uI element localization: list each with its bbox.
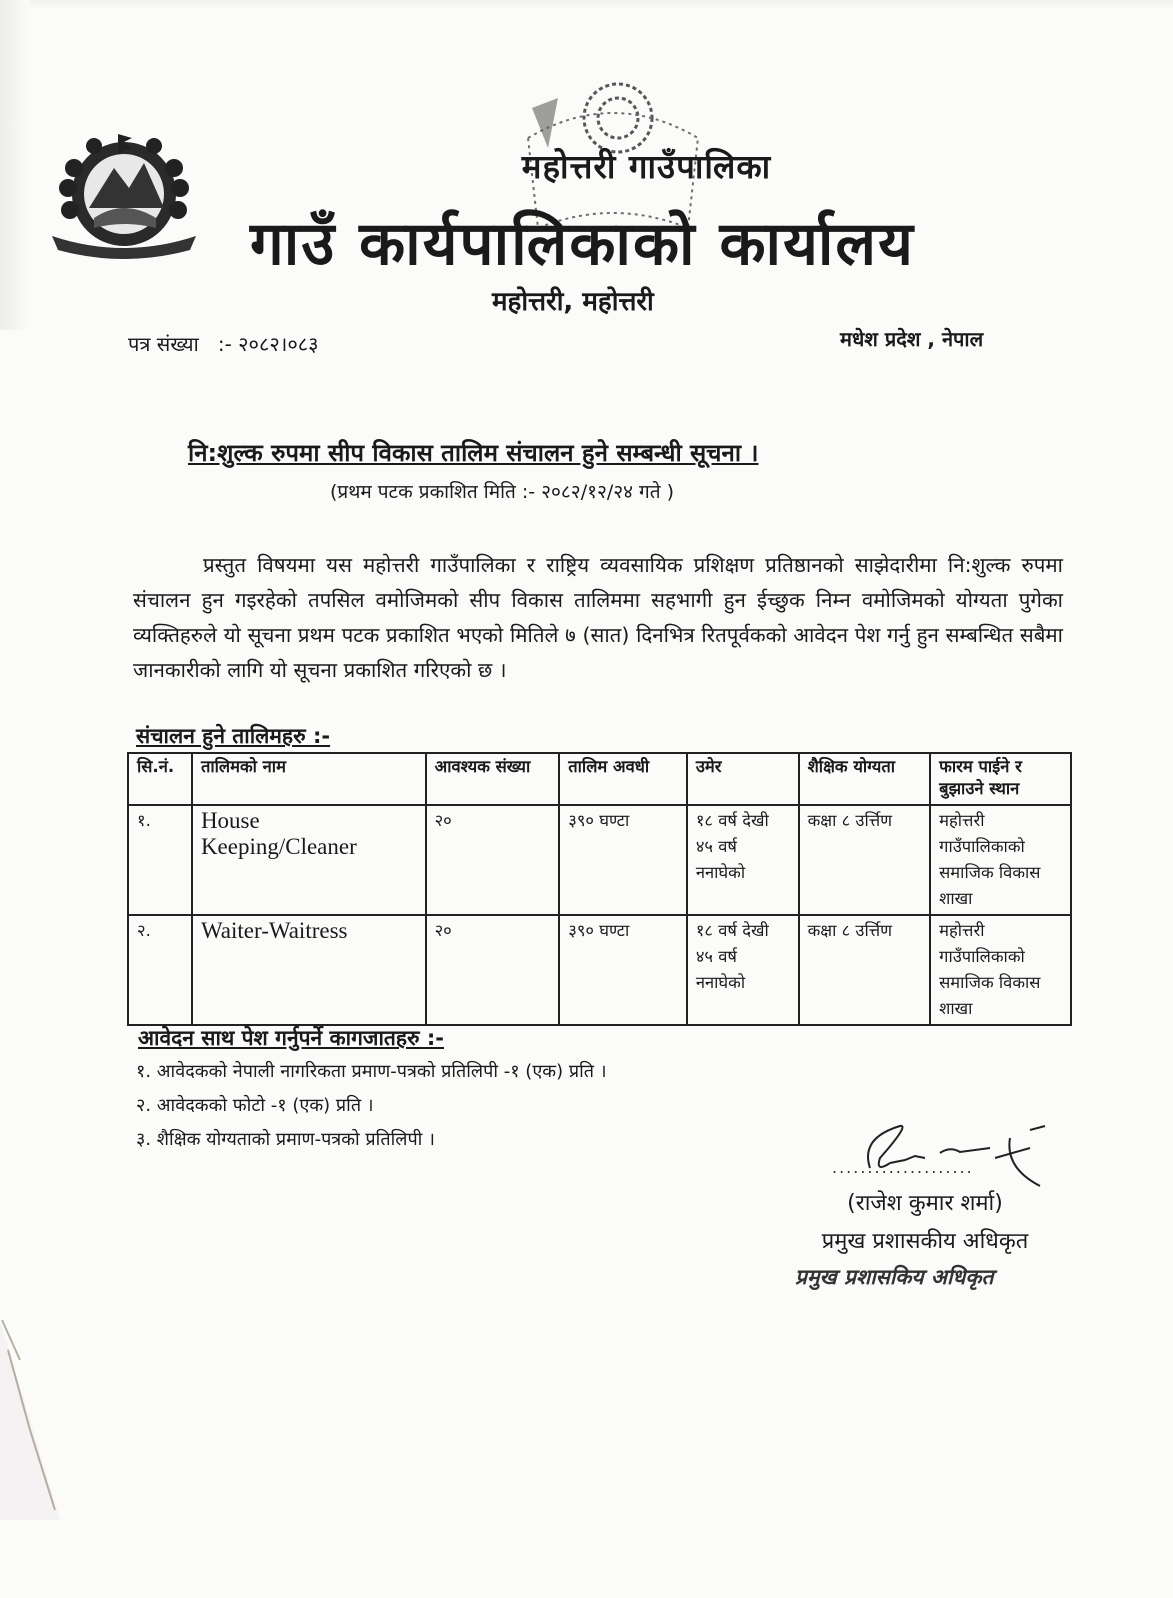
table-header-row	[128, 753, 1071, 805]
signatory-name: (राजेश कुमार शर्मा)	[847, 1191, 1003, 1216]
cell-duration: ३९० घण्टा	[559, 805, 687, 915]
signature-line: ....................	[832, 1158, 974, 1177]
column-header: सि.नं.	[128, 753, 192, 805]
cell-required-count: २०	[426, 805, 560, 915]
cell-qualification: कक्षा ८ उर्त्तिण	[799, 805, 931, 915]
reference-value: :- २०८२।०८३	[217, 332, 319, 356]
documents-list	[136, 1055, 607, 1157]
paper-smudge	[0, 1320, 70, 1520]
documents-heading: आवेदन साथ पेश गर्नुपर्ने कागजातहरु :-	[138, 1026, 445, 1050]
municipality-name: महोत्तरी गाउँपालिका	[521, 147, 772, 186]
designation-seal: प्रमुख प्रशासकिय अधिकृत	[795, 1265, 994, 1289]
cell-serial: १.	[128, 805, 192, 915]
cell-age: १८ वर्ष देखी ४५ वर्ष ननाघेको	[687, 805, 799, 915]
column-header: शैक्षिक योग्यता	[799, 753, 931, 805]
notice-body: प्रस्तुत विषयमा यस महोत्तरी गाउँपालिका र राष्ट्रिय व्यवसायिक प्रशिक्षण प्रतिष्ठानको साझेदारीमा नि:शुल्क रुपमा संचालन हुन गइरहेको तपसिल वमोजिमको सीप विकास तालिममा सहभागी हुन ईच्छुक निम्न वमोजिमको योग्यता पुगेका व्यक्तिहरुले यो सूचना प्रथम पटक प्रकाशित भएको मितिले ७ (सात) दिनभित्र रितपूर्वकको आवेदन पेश गर्नु हुन सम्बन्धित सबैमा जानकारीको लागि यो सूचना प्रकाशित गरिएको छ ।	[133, 553, 1063, 682]
column-header: उमेर	[687, 753, 799, 805]
column-header: आवश्यक संख्या	[426, 753, 560, 805]
paper-edge	[0, 0, 1173, 10]
cell-training-name: House Keeping/Cleaner	[192, 805, 426, 915]
signatory-block	[780, 1185, 1070, 1261]
list-item: १. आवेदकको नेपाली नागरिकता प्रमाण-पत्रको प्रतिलिपी -१ (एक) प्रति ।	[136, 1061, 607, 1082]
trainings-heading: संचालन हुने तालिमहरु :-	[136, 724, 331, 748]
table-row	[128, 805, 1071, 915]
cell-location: महोत्तरी गाउँपालिकाको समाजिक विकास शाखा	[930, 805, 1071, 915]
cell-serial: २.	[128, 915, 192, 1025]
reference-number	[128, 330, 319, 357]
office-location: महोत्तरी, महोत्तरी	[492, 287, 654, 317]
published-date: (प्रथम पटक प्रकाशित मिति :- २०८२/१२/२४ गते )	[330, 481, 675, 503]
notice-title: नि:शुल्क रुपमा सीप विकास तालिम संचालन हुने सम्बन्धी सूचना ।	[188, 439, 759, 467]
province-country: मधेश प्रदेश , नेपाल	[840, 327, 984, 351]
list-item: ३. शैक्षिक योग्यताको प्रमाण-पत्रको प्रतिलिपी ।	[136, 1129, 435, 1150]
reference-label: पत्र संख्या	[128, 332, 199, 356]
column-header: तालिमको नाम	[192, 753, 426, 805]
cell-age: १८ वर्ष देखी ४५ वर्ष ननाघेको	[687, 915, 799, 1025]
cell-training-name: Waiter-Waitress	[192, 915, 426, 1025]
cell-location: महोत्तरी गाउँपालिकाको समाजिक विकास शाखा	[930, 915, 1071, 1025]
cell-required-count: २०	[426, 915, 560, 1025]
column-header: फारम पाईने र बुझाउने स्थान	[930, 753, 1071, 805]
cell-duration: ३९० घण्टा	[559, 915, 687, 1025]
table-row	[128, 915, 1071, 1025]
list-item: २. आवेदकको फोटो -१ (एक) प्रति ।	[136, 1095, 374, 1116]
office-title: गाउँ कार्यपालिकाको कार्यालय	[250, 209, 915, 279]
signatory-designation: प्रमुख प्रशासकीय अधिकृत	[821, 1229, 1029, 1254]
cell-qualification: कक्षा ८ उर्त्तिण	[799, 915, 931, 1025]
trainings-table	[127, 752, 1072, 1026]
signature-icon	[830, 1118, 1070, 1188]
column-header: तालिम अवधी	[559, 753, 687, 805]
